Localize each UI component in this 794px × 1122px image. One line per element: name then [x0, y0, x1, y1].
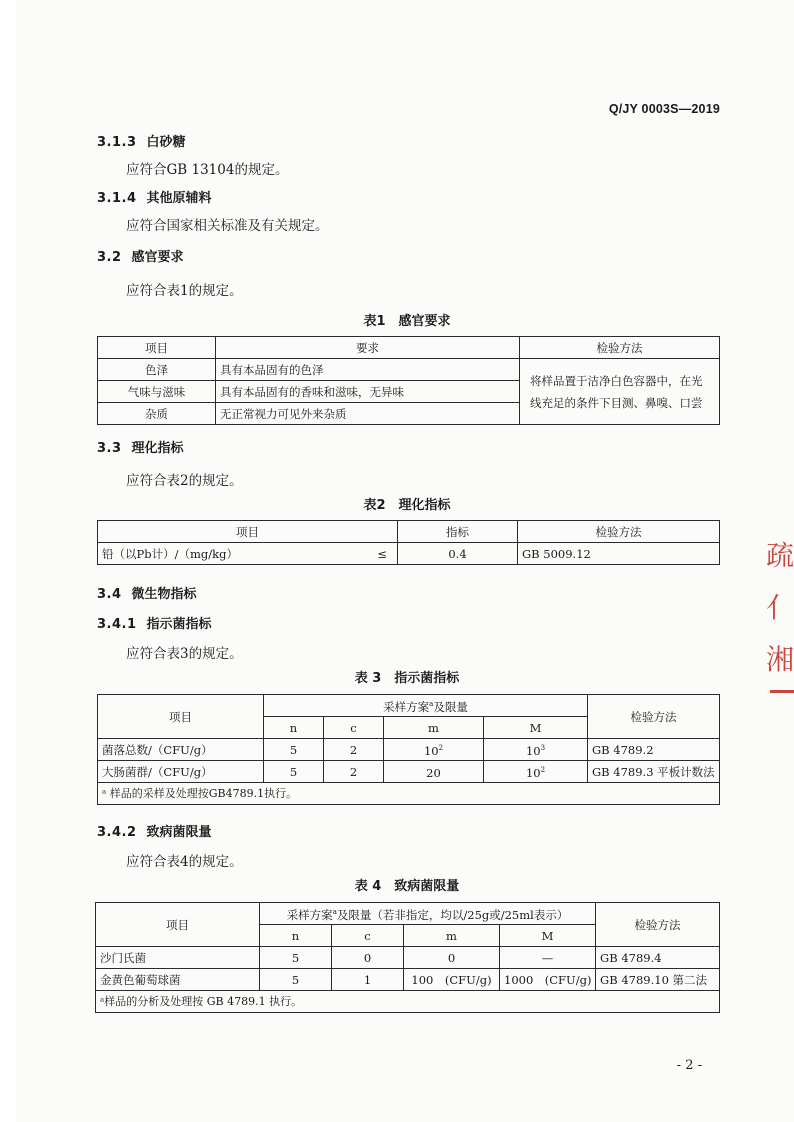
cell-item: 铅（以Pb计）/（mg/kg） — [98, 543, 368, 565]
cell-value: 0.4 — [398, 543, 518, 565]
heading-3-4-1 — [97, 613, 212, 632]
paragraph-3-1-3: 应符合GB 13104的规定。 — [126, 162, 289, 178]
subheader-n: n — [260, 925, 332, 947]
heading-3-3 — [97, 437, 184, 456]
table-row — [96, 969, 720, 991]
table3-indicator-bacteria — [97, 694, 720, 805]
cell-m: $10^2$ — [384, 739, 484, 761]
section-title: 理化指标 — [131, 441, 184, 456]
document-number: Q/JY 0003S—2019 — [608, 102, 720, 116]
table3-caption: 表 3 指示菌指标 — [354, 671, 460, 686]
paragraph-3-4-2: 应符合表4的规定。 — [126, 854, 243, 870]
cell-M: $10^3$ — [484, 739, 588, 761]
table-note-row — [98, 783, 720, 805]
header-sampling-plan: 采样方案$^a$及限量（若非指定，均以/25g或/25ml表示） — [260, 903, 596, 925]
subheader-n: n — [264, 717, 324, 739]
table2-caption: 表2 理化指标 — [363, 498, 451, 513]
paragraph-3-3: 应符合表2的规定。 — [126, 473, 243, 489]
cell-method: GB 5009.12 — [518, 543, 720, 565]
table-footnote: ᵃ 样品的采样及处理按GB4789.1执行。 — [98, 783, 720, 805]
paragraph-3-2: 应符合表1的规定。 — [126, 283, 243, 299]
section-title: 微生物指标 — [131, 587, 197, 602]
cell-c: 1 — [332, 969, 404, 991]
section-number: 3.1.3 — [97, 135, 137, 150]
table-header-row — [98, 337, 720, 359]
cell-n: 5 — [260, 969, 332, 991]
cell-item: 沙门氏菌 — [96, 947, 260, 969]
cell-M: — — [500, 947, 596, 969]
paragraph-3-4-1: 应符合表3的规定。 — [126, 646, 243, 662]
cell-method: GB 4789.4 — [596, 947, 720, 969]
table-row — [98, 739, 720, 761]
cell-method: GB 4789.2 — [588, 739, 720, 761]
red-seal-stamp: 疏 亻 湘 — [764, 530, 794, 690]
cell-item: 金黄色葡萄球菌 — [96, 969, 260, 991]
cell-item: 色泽 — [98, 359, 216, 381]
subheader-c: c — [332, 925, 404, 947]
section-number: 3.1.4 — [97, 191, 137, 206]
header-requirement: 要求 — [216, 337, 520, 359]
cell-method: GB 4789.3 平板计数法 — [588, 761, 720, 783]
header-item: 项目 — [98, 521, 398, 543]
table-header-row — [98, 695, 720, 717]
section-title: 致病菌限量 — [146, 825, 212, 840]
cell-item: 大肠菌群/（CFU/g） — [98, 761, 264, 783]
heading-3-2 — [97, 246, 184, 265]
cell-m: 0 — [404, 947, 500, 969]
cell-M: 1000 (CFU/g) — [500, 969, 596, 991]
header-method: 检验方法 — [520, 337, 720, 359]
subheader-m: m — [404, 925, 500, 947]
cell-method: GB 4789.10 第二法 — [596, 969, 720, 991]
table4-caption: 表 4 致病菌限量 — [354, 879, 460, 894]
table1-sensory — [97, 336, 720, 425]
table-footnote: ᵃ样品的分析及处理按 GB 4789.1 执行。 — [96, 991, 720, 1013]
cell-requirement: 具有本品固有的香味和滋味，无异味 — [216, 381, 520, 403]
paragraph-3-1-4: 应符合国家相关标准及有关规定。 — [126, 218, 329, 234]
header-item: 项目 — [98, 695, 264, 739]
cell-item: 菌落总数/（CFU/g） — [98, 739, 264, 761]
subheader-m: m — [384, 717, 484, 739]
cell-operator: ≤ — [368, 543, 398, 565]
header-sampling-plan: 采样方案$^a$及限量 — [264, 695, 588, 717]
table-note-row — [96, 991, 720, 1013]
header-method: 检验方法 — [588, 695, 720, 739]
header-method: 检验方法 — [596, 903, 720, 947]
cell-c: 2 — [324, 739, 384, 761]
cell-M: $10^2$ — [484, 761, 588, 783]
section-title: 白砂糖 — [146, 135, 186, 150]
section-number: 3.4.1 — [97, 617, 137, 632]
scan-edge — [0, 0, 16, 1122]
table-row — [98, 359, 720, 381]
cell-c: 2 — [324, 761, 384, 783]
table-header-row — [96, 903, 720, 925]
subheader-M: M — [484, 717, 588, 739]
table2-physicochemical — [97, 520, 720, 565]
section-number: 3.3 — [97, 441, 122, 456]
heading-3-4 — [97, 583, 197, 602]
section-number: 3.4 — [97, 587, 122, 602]
cell-requirement: 无正常视力可见外来杂质 — [216, 403, 520, 425]
heading-3-4-2 — [97, 821, 212, 840]
cell-n: 5 — [264, 761, 324, 783]
header-index: 指标 — [398, 521, 518, 543]
table-header-row — [98, 521, 720, 543]
cell-item: 气味与滋味 — [98, 381, 216, 403]
table-row — [98, 761, 720, 783]
section-title: 感官要求 — [131, 250, 184, 265]
cell-m: 20 — [384, 761, 484, 783]
cell-n: 5 — [260, 947, 332, 969]
section-number: 3.2 — [97, 250, 122, 265]
page-number: - 2 - — [676, 1058, 702, 1073]
cell-n: 5 — [264, 739, 324, 761]
table-row — [96, 947, 720, 969]
cell-requirement: 具有本品固有的色泽 — [216, 359, 520, 381]
cell-c: 0 — [332, 947, 404, 969]
header-item: 项目 — [96, 903, 260, 947]
header-method: 检验方法 — [518, 521, 720, 543]
subheader-c: c — [324, 717, 384, 739]
table-row — [98, 543, 720, 565]
table1-caption: 表1 感官要求 — [363, 314, 451, 329]
cell-m: 100 (CFU/g) — [404, 969, 500, 991]
section-number: 3.4.2 — [97, 825, 137, 840]
cell-method: 将样品置于洁净白色容器中，在光线充足的条件下目测、鼻嗅、口尝 — [520, 359, 720, 425]
heading-3-1-3 — [97, 131, 186, 150]
subheader-M: M — [500, 925, 596, 947]
section-title: 指示菌指标 — [146, 617, 212, 632]
header-item: 项目 — [98, 337, 216, 359]
cell-item: 杂质 — [98, 403, 216, 425]
heading-3-1-4 — [97, 187, 212, 206]
section-title: 其他原辅料 — [146, 191, 212, 206]
table4-pathogens — [95, 902, 720, 1013]
